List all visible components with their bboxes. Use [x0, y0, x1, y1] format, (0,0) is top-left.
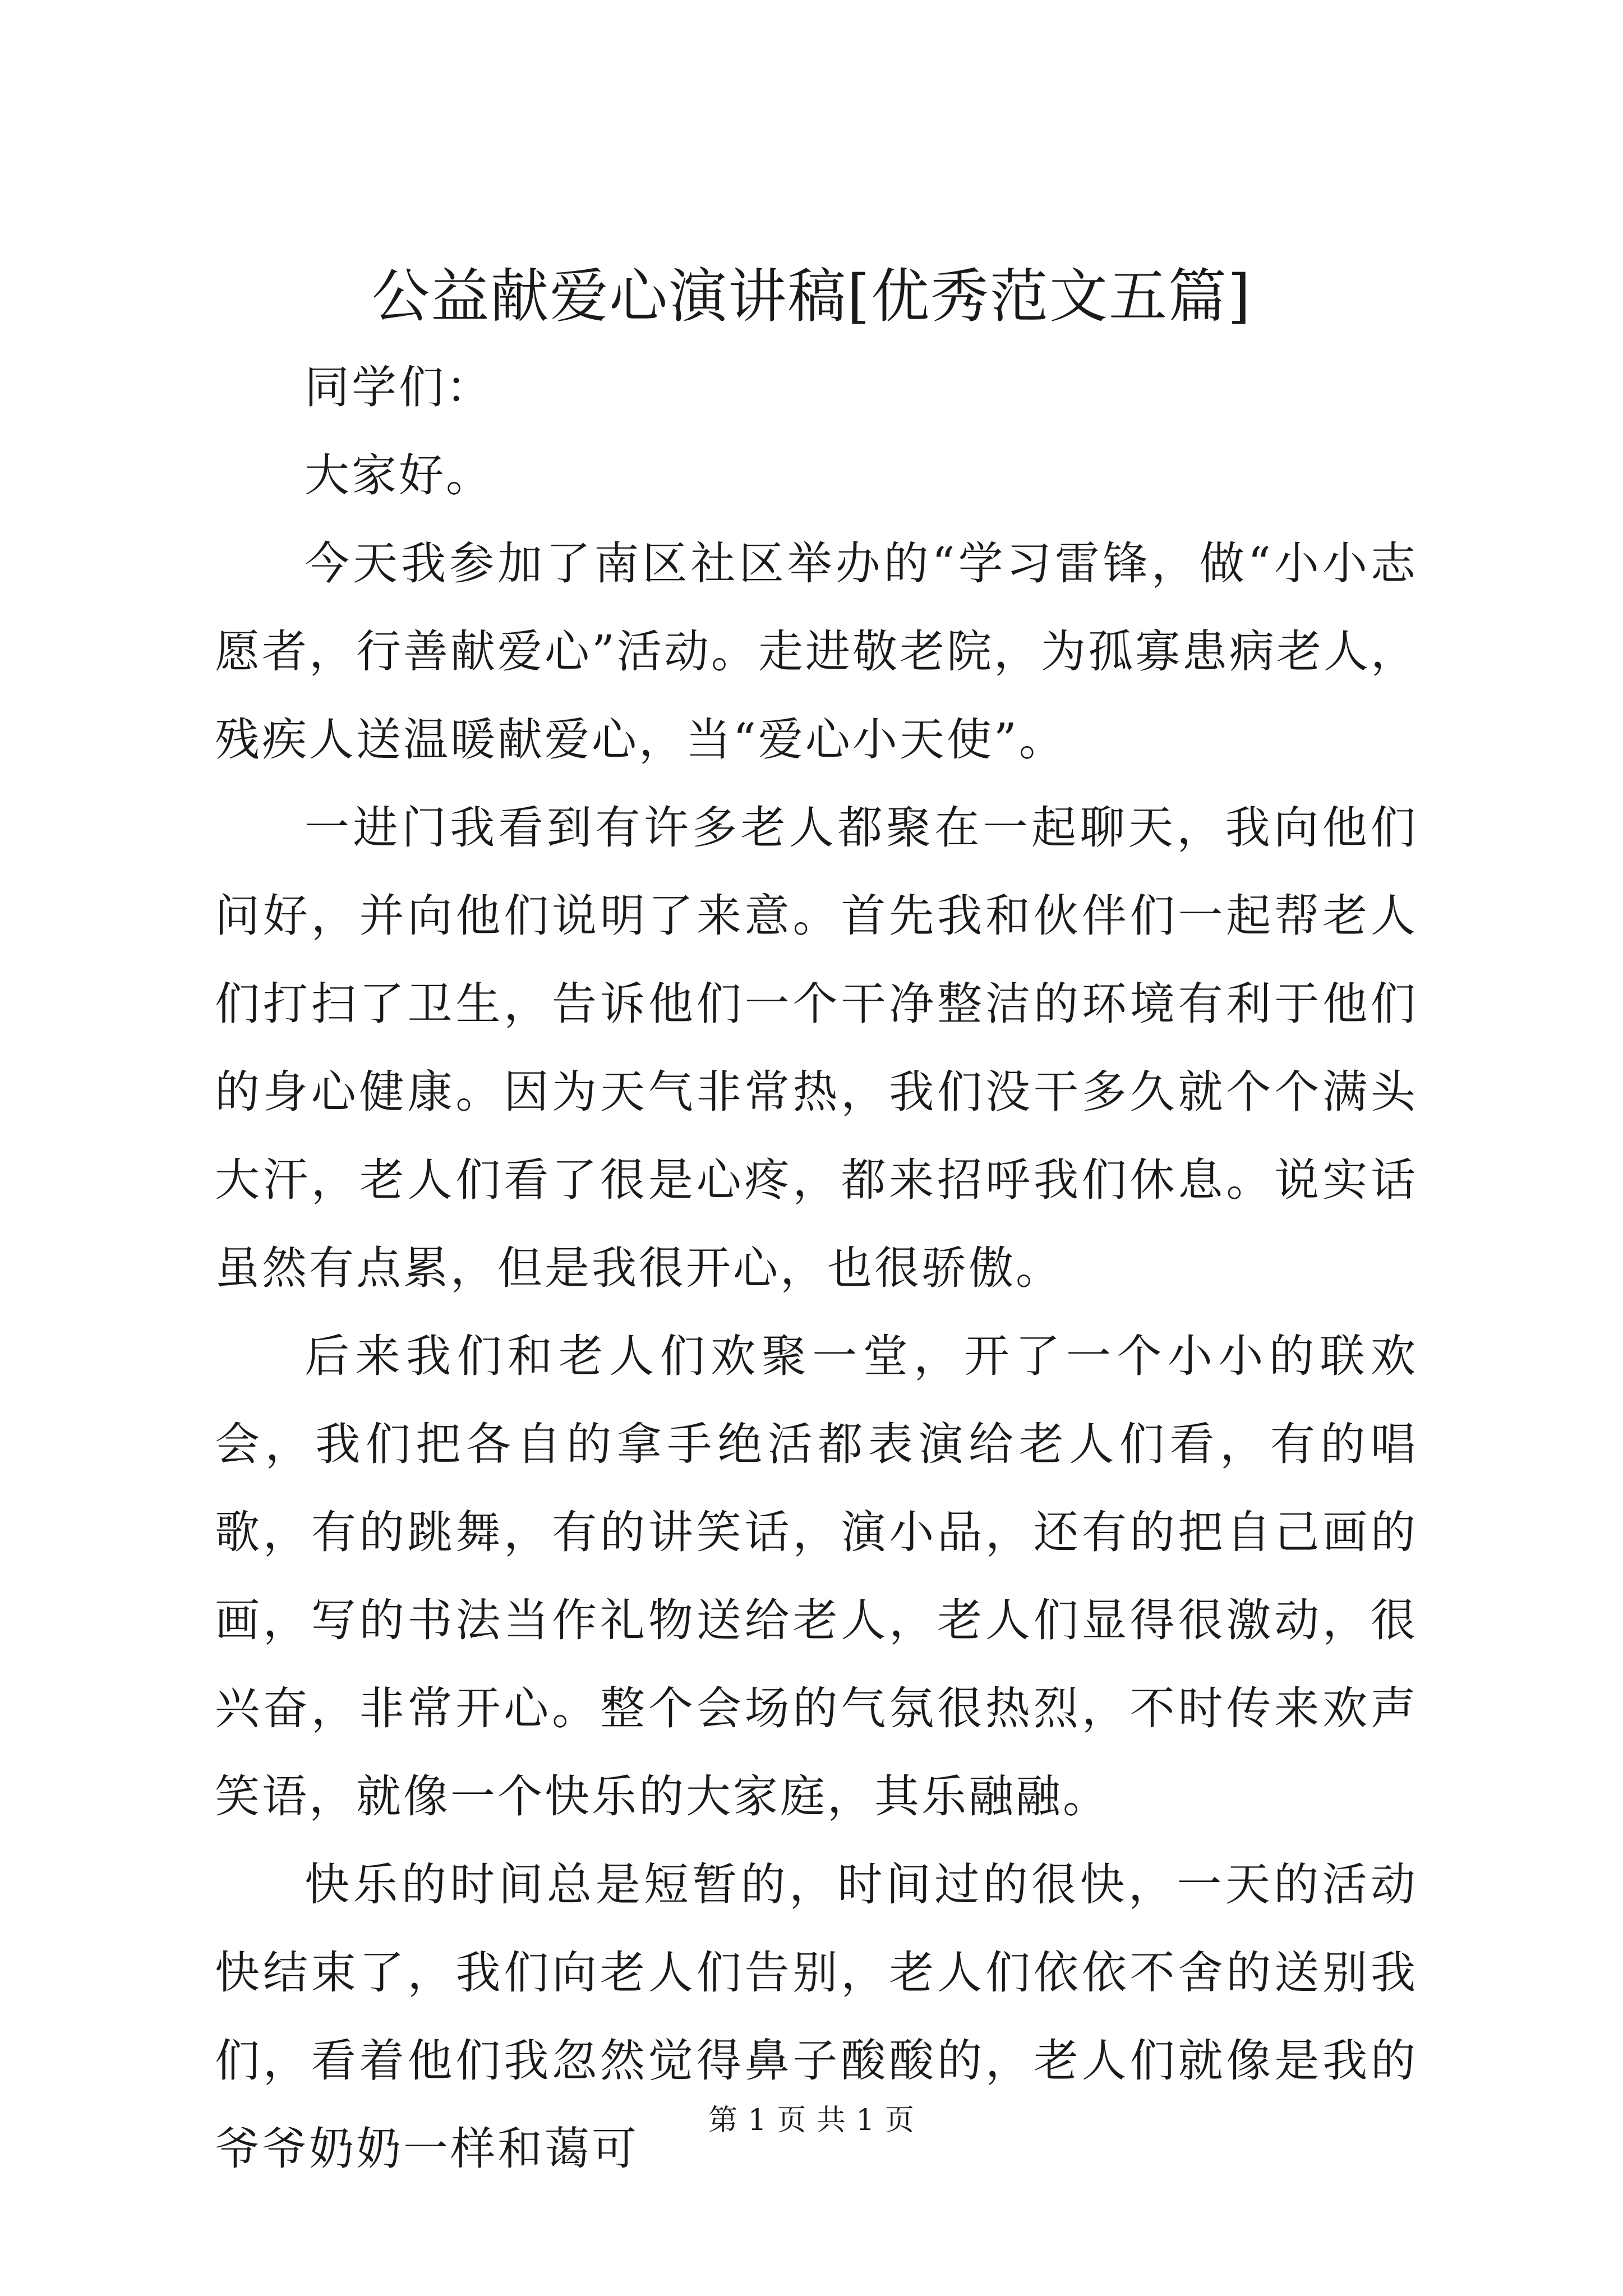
paragraph-greeting: 同学们：: [305, 361, 493, 413]
paragraph-party: 后来我们和老人们欢聚一堂，开了一个小小的联欢会，我们把各自的拿手绝活都表演给老人们看，有的唱歌，有的跳舞，有的讲笑话，演小品，还有的把自己画的画，写的书法当作礼物送给老人，老人们显得很激动，很兴奋，非常开心。整个会场的气氛很热烈，不时传来欢声笑语，就像一个快乐的大家庭，其乐融融。: [215, 1330, 1418, 1823]
paragraph-intro: 今天我参加了南区社区举办的“学习雷锋，做“小小志愿者，行善献爱心”活动。走进敬老院，为孤寡患病老人，残疾人送温暖献爱心，当“爱心小天使”。: [215, 537, 1418, 766]
document-title: 公益献爱心演讲稿[优秀范文五篇]: [371, 262, 1252, 330]
page-number-footer: 第 1 页 共 1 页: [708, 2104, 915, 2137]
paragraph-cleaning: 一进门我看到有许多老人都聚在一起聊天，我向他们问好，并向他们说明了来意。首先我和伙伴们一起帮老人们打扫了卫生，告诉他们一个干净整洁的环境有利于他们的身心健康。因为天气非常热，我们没干多久就个个满头大汗，老人们看了很是心疼，都来招呼我们休息。说实话虽然有点累，但是我很开心，也很骄傲。: [215, 802, 1418, 1294]
document-body: [215, 343, 1418, 2193]
paragraph-hello: 大家好。: [305, 449, 493, 501]
paragraph-farewell: 快乐的时间总是短暂的，时间过的很快，一天的活动快结束了，我们向老人们告别，老人们依依不舍的送别我们，看着他们我忽然觉得鼻子酸酸的，老人们就像是我的爷爷奶奶一样和蔼可: [215, 1858, 1418, 2175]
